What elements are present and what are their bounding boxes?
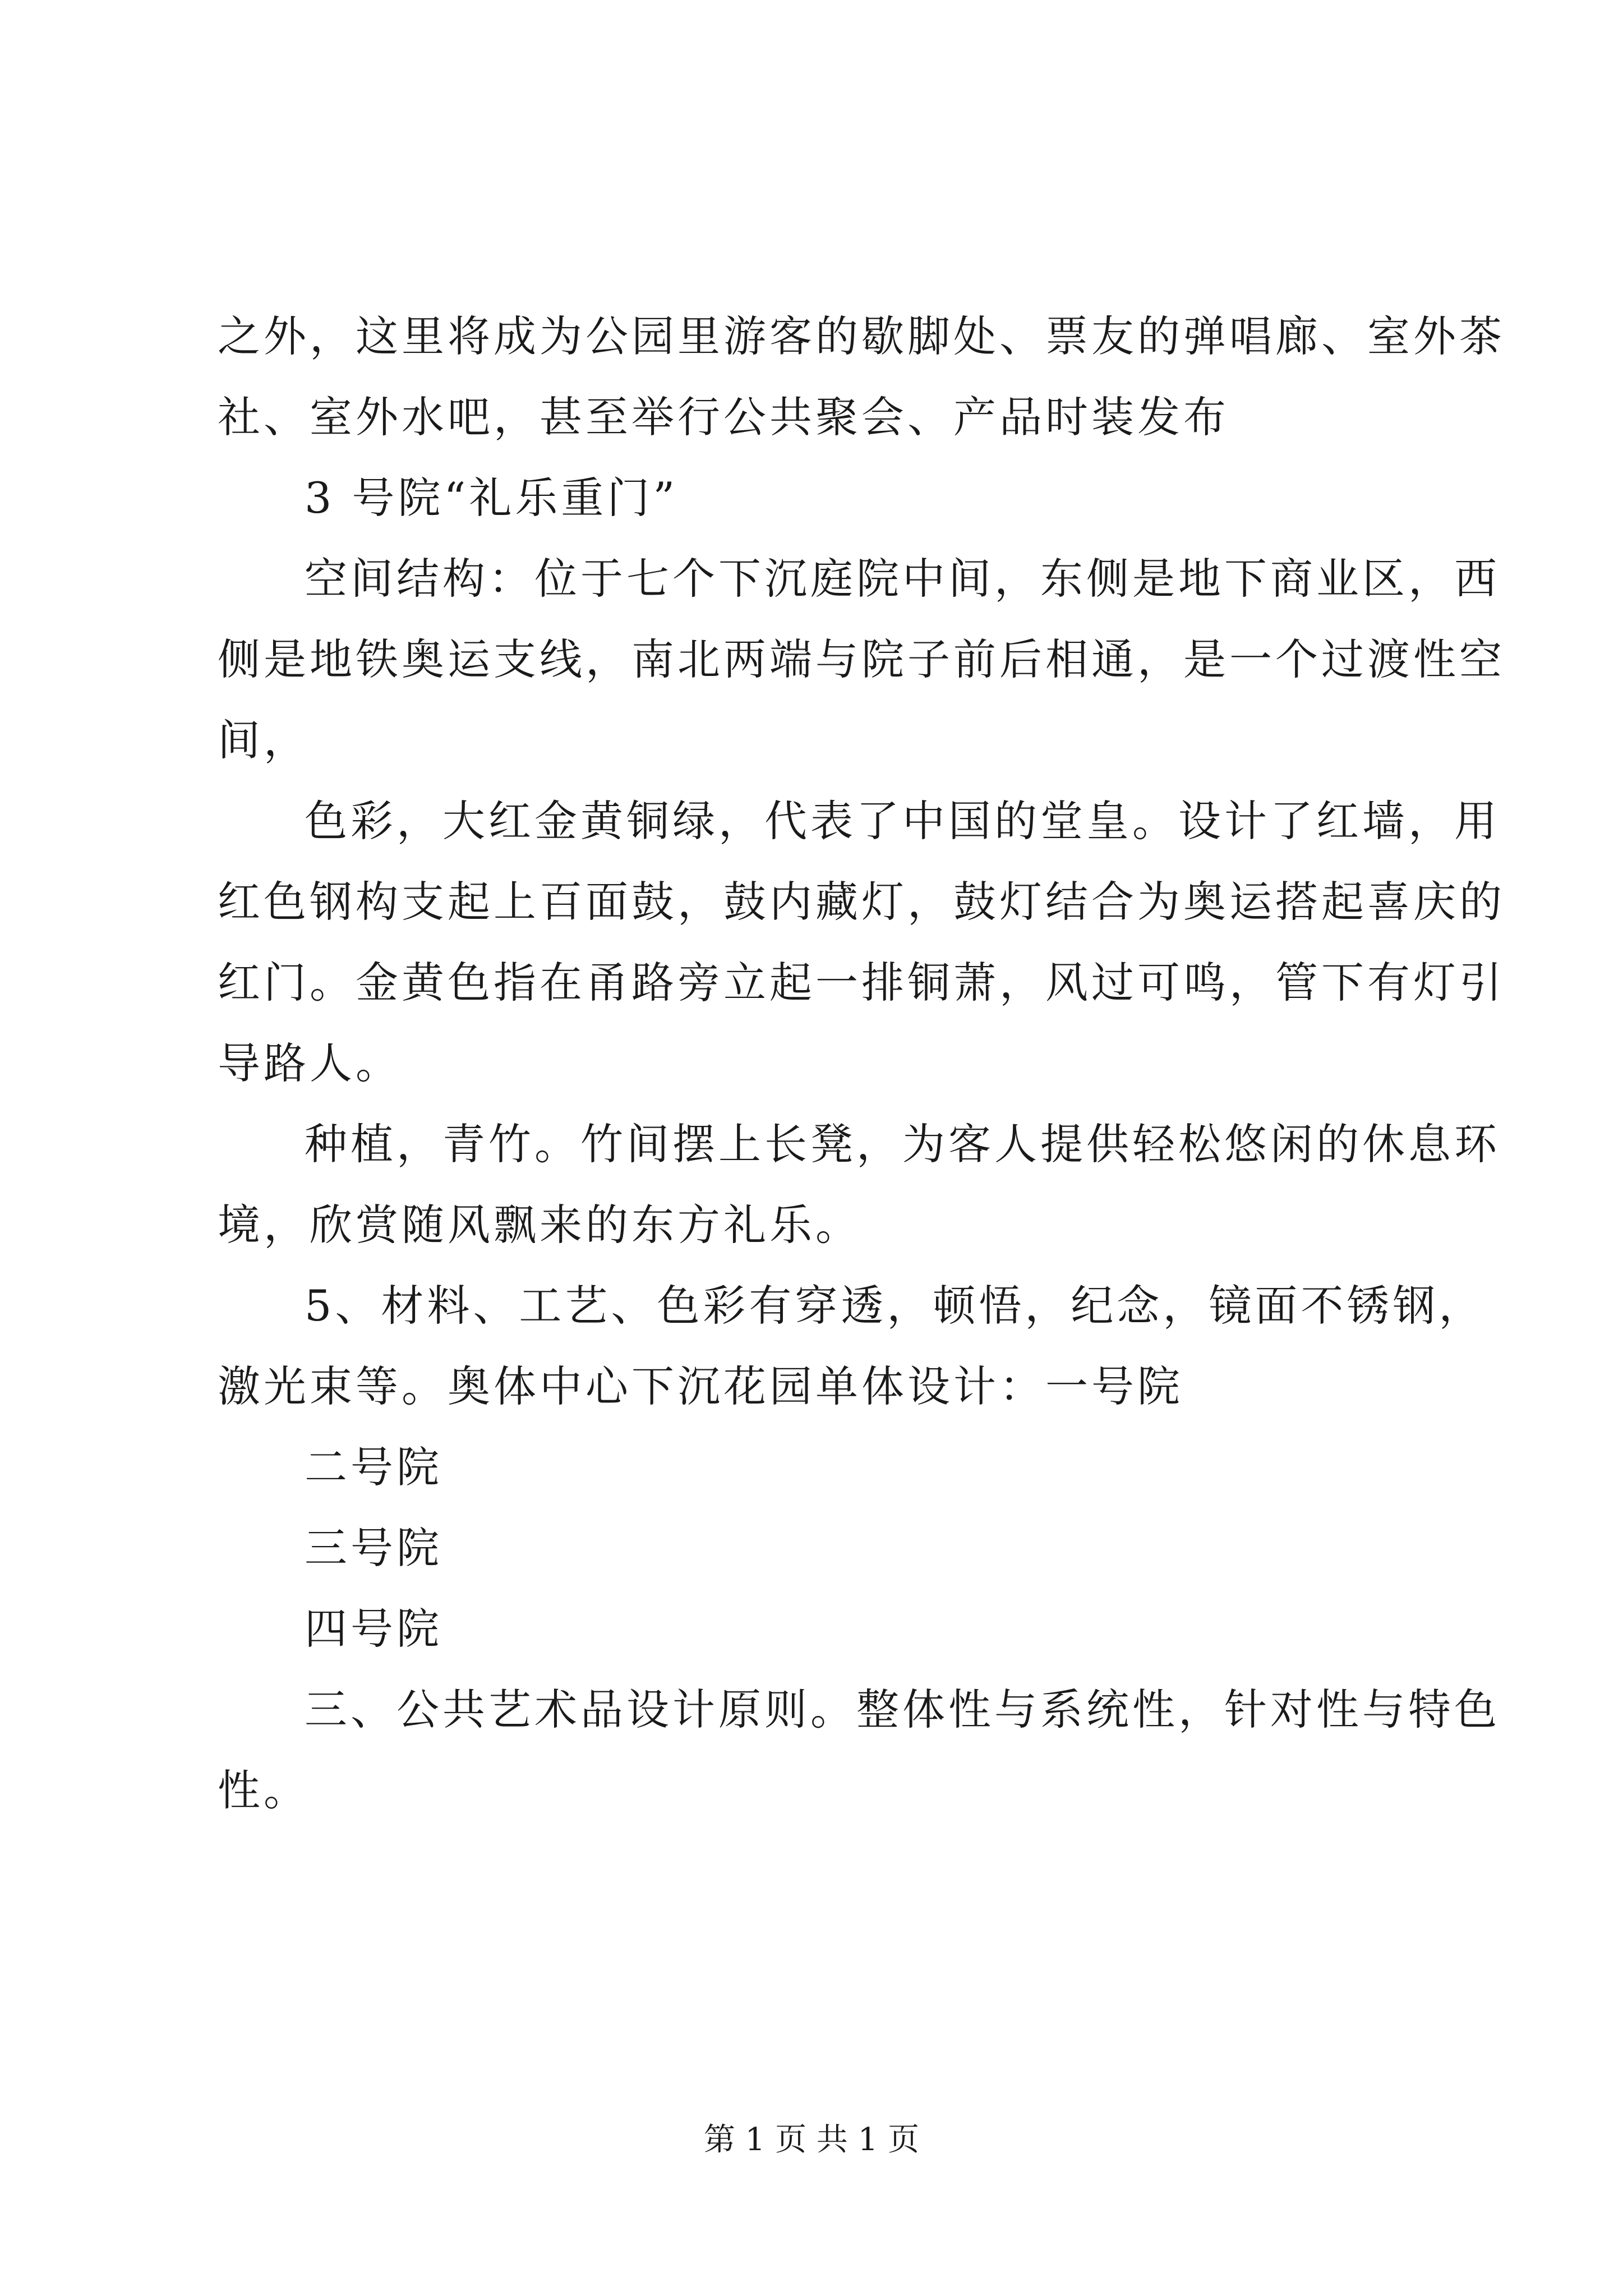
- body-text-line: 性。: [218, 1765, 310, 1815]
- body-text-line: 社、室外水吧，甚至举行公共聚会、产品时装发布: [218, 392, 1229, 442]
- body-text-line: 侧是地铁奥运支线，南北两端与院子前后相通，是一个过渡性空: [218, 634, 1505, 684]
- body-text-line: 空间结构：位于七个下沉庭院中间，东侧是地下商业区，西: [305, 554, 1500, 604]
- body-text-line: 5、材料、工艺、色彩有穿透，顿悟，纪念，镜面不锈钢，: [305, 1281, 1485, 1331]
- body-text-line: 色彩，大红金黄铜绿，代表了中国的堂皇。设计了红墙，用: [305, 796, 1500, 846]
- body-text-line: 激光束等。奥体中心下沉花园单体设计：一号院: [218, 1361, 1183, 1411]
- body-text-line: 红门。金黄色指在甬路旁立起一排铜萧，风过可鸣，管下有灯引: [218, 958, 1505, 1007]
- page-number-footer: 第 1 页 共 1 页: [703, 2122, 920, 2158]
- body-text-line: 间，: [218, 715, 310, 765]
- body-text-line: 之外，这里将成为公园里游客的歇脚处、票友的弹唱廊、室外茶: [218, 311, 1505, 361]
- list-item: 二号院: [305, 1442, 442, 1492]
- list-item: 三号院: [305, 1523, 442, 1573]
- body-text-line: 导路人。: [218, 1038, 402, 1088]
- body-text-line: 种植，青竹。竹间摆上长凳，为客人提供轻松悠闲的休息环: [305, 1119, 1500, 1169]
- body-text-line: 三、公共艺术品设计原则。整体性与系统性，针对性与特色: [305, 1685, 1500, 1734]
- body-text-line: 境，欣赏随风飘来的东方礼乐。: [218, 1200, 861, 1250]
- list-item: 四号院: [305, 1604, 442, 1654]
- section-heading: 3 号院“礼乐重门”: [305, 473, 679, 523]
- body-text-line: 红色钢构支起上百面鼓，鼓内藏灯，鼓灯结合为奥运搭起喜庆的: [218, 877, 1505, 927]
